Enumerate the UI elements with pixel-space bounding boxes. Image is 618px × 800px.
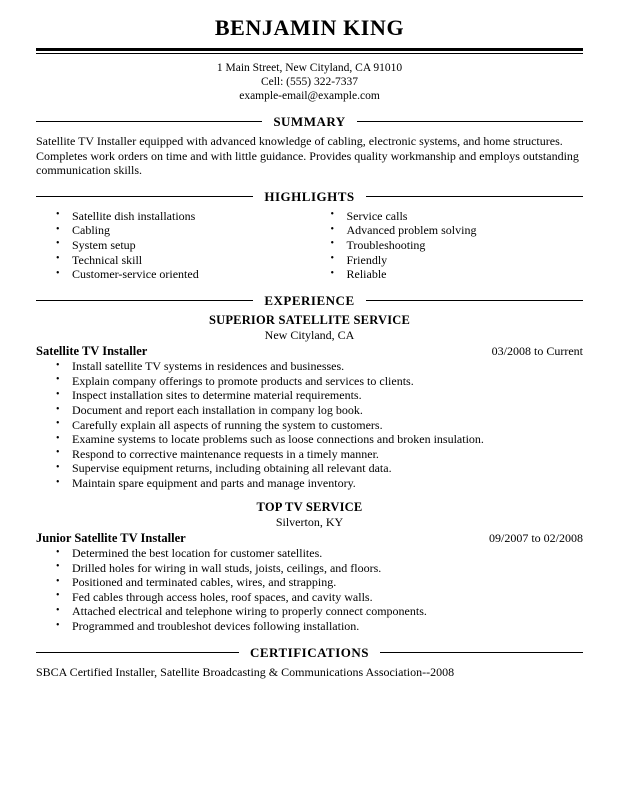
list-item: • Customer-service oriented	[36, 267, 310, 282]
job-dates: 03/2008 to Current	[491, 344, 583, 359]
experience-entry	[36, 313, 583, 491]
job-title-row	[36, 344, 583, 359]
list-item: • Document and report each installation in company log book.	[36, 403, 583, 418]
section-title-certifications: CERTIFICATIONS	[250, 644, 369, 660]
section-header-highlights	[36, 189, 583, 204]
list-item: • Programmed and troubleshot devices following installation.	[36, 619, 583, 634]
list-item: • Inspect installation sites to determine material requirements.	[36, 388, 583, 403]
highlights-left-column	[36, 209, 310, 282]
job-title: Junior Satellite TV Installer	[36, 531, 186, 546]
list-item: • Positioned and terminated cables, wires, and strapping.	[36, 575, 583, 590]
list-item: • Determined the best location for customer satellites.	[36, 546, 583, 561]
section-header-summary	[36, 114, 583, 129]
experience-entry	[36, 500, 583, 634]
list-item: • Supervise equipment returns, including obtaining all relevant data.	[36, 461, 583, 476]
list-item: • Satellite dish installations	[36, 209, 310, 224]
highlights-right-list	[310, 209, 584, 282]
contact-address: 1 Main Street, New Cityland, CA 91010	[216, 62, 403, 74]
section-rule-right	[366, 196, 583, 197]
section-title-summary: SUMMARY	[273, 114, 346, 129]
list-item: • Technical skill	[36, 253, 310, 268]
section-rule-right	[366, 300, 583, 301]
company-name: SUPERIOR SATELLITE SERVICE	[208, 312, 411, 327]
summary-text: Satellite TV Installer equipped with advanced knowledge of cabling, electronic systems, and home structures. Completes work orders on time and with little guidance. Provides quality workmanship and employs outstanding communication skills.	[36, 134, 579, 178]
contact-phone: Cell: (555) 322-7337	[260, 76, 359, 88]
company-name: TOP TV SERVICE	[256, 499, 363, 514]
list-item: • Explain company offerings to promote products and services to clients.	[36, 374, 583, 389]
list-item: • Attached electrical and telephone wiring to properly connect components.	[36, 604, 583, 619]
company-location: Silverton, KY	[275, 514, 344, 529]
section-rule-right	[380, 652, 583, 653]
list-item: • Install satellite TV systems in residences and businesses.	[36, 359, 583, 374]
section-header-experience	[36, 293, 583, 308]
list-item: • Respond to corrective maintenance requests in a timely manner.	[36, 447, 583, 462]
resume-header	[36, 14, 583, 103]
section-rule-left	[36, 196, 253, 197]
job-title: Satellite TV Installer	[36, 344, 148, 359]
section-rule-left	[36, 300, 253, 301]
section-title-experience: EXPERIENCE	[264, 292, 355, 308]
divider-thin-line	[36, 53, 583, 54]
section-rule-left	[36, 652, 239, 653]
list-item: • Troubleshooting	[310, 238, 584, 253]
list-item: • Fed cables through access holes, roof spaces, and cavity walls.	[36, 590, 583, 605]
list-item: • Service calls	[310, 209, 584, 224]
job-responsibilities-list	[36, 546, 583, 634]
section-title-highlights: HIGHLIGHTS	[264, 188, 355, 204]
list-item: • Carefully explain all aspects of running the system to customers.	[36, 418, 583, 433]
highlights-left-list	[36, 209, 310, 282]
highlights-columns	[36, 209, 583, 282]
job-responsibilities-list	[36, 359, 583, 490]
section-rule-right	[357, 121, 583, 122]
list-item: • Reliable	[310, 267, 584, 282]
highlights-right-column	[310, 209, 584, 282]
company-location: New Cityland, CA	[264, 327, 355, 342]
job-dates: 09/2007 to 02/2008	[488, 531, 583, 546]
section-header-certifications	[36, 645, 583, 660]
list-item: • Friendly	[310, 253, 584, 268]
candidate-name: BENJAMIN KING	[214, 15, 405, 40]
contact-email: example-email@example.com	[239, 90, 380, 102]
certifications-text: SBCA Certified Installer, Satellite Broadcasting & Communications Association--2008	[36, 664, 455, 679]
list-item: • Drilled holes for wiring in wall studs, joists, ceilings, and floors.	[36, 561, 583, 576]
job-title-row	[36, 531, 583, 546]
list-item: • Advanced problem solving	[310, 223, 584, 238]
list-item: • Cabling	[36, 223, 310, 238]
header-divider	[36, 48, 583, 54]
list-item: • System setup	[36, 238, 310, 253]
section-rule-left	[36, 121, 262, 122]
list-item: • Maintain spare equipment and parts and manage inventory.	[36, 476, 583, 491]
list-item: • Examine systems to locate problems such as loose connections and broken insulation.	[36, 432, 583, 447]
